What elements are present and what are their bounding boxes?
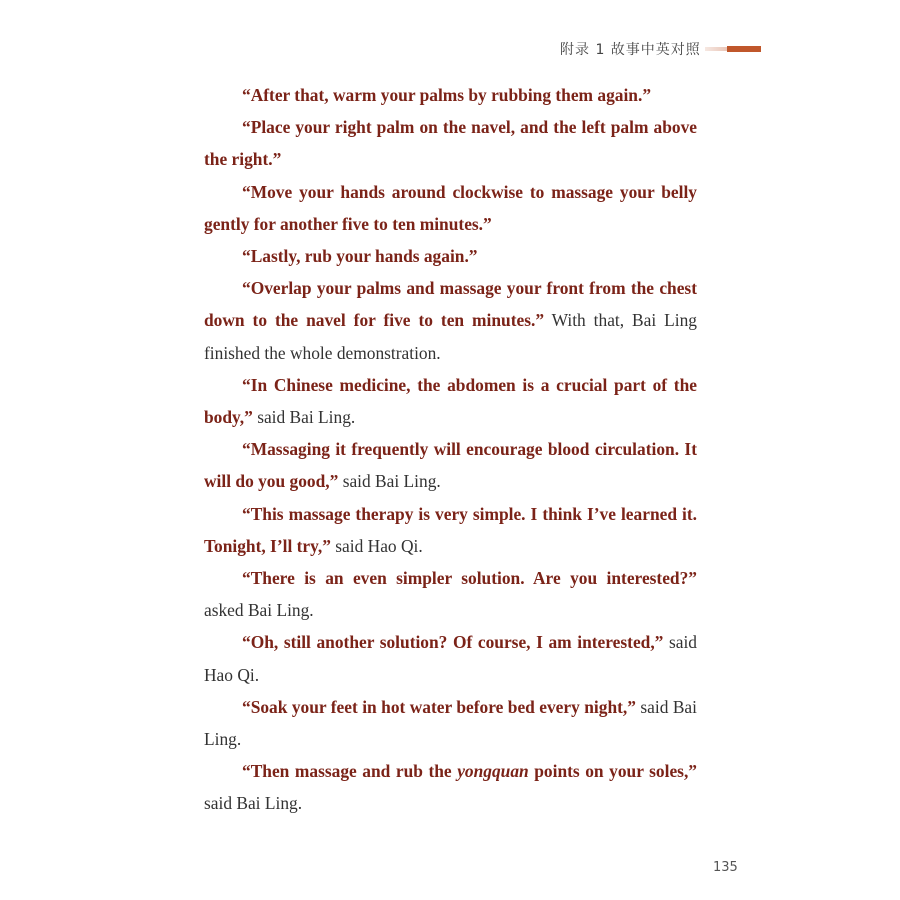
dialogue: “Lastly, rub your hands again.” [242, 246, 478, 267]
running-header [560, 38, 761, 60]
narration: said Bai Ling. [204, 696, 697, 750]
dialogue: “Place your right palm on the navel, and the left palm above the right.” [204, 117, 697, 170]
paragraph [204, 626, 697, 690]
dialogue: “After that, warm your palms by rubbing them again.” [242, 85, 652, 105]
narration: said Bai Ling. [342, 471, 441, 492]
paragraph [204, 79, 697, 111]
narration: said Bai Ling. [204, 793, 303, 814]
narration: said Hao Qi. [204, 632, 697, 685]
dialogue: “Oh, still another solution? Of course, I am interested,” [242, 632, 664, 653]
dialogue: “Massaging it frequently will encourage blood circulation. It will do you good,” [204, 439, 697, 492]
dialogue: “Overlap your palms and massage your front from the chest down to the navel for five to ten minutes.” [204, 278, 697, 331]
paragraph [204, 176, 697, 240]
narration: said Bai Ling. [257, 407, 356, 428]
running-title: 附录 1 故事中英对照 [560, 42, 701, 58]
story-text [204, 79, 697, 820]
narration: With that, Bai Ling finished the whole demonstration. [204, 310, 697, 363]
term-italic: yongquan [457, 761, 529, 782]
dialogue: “This massage therapy is very simple. I think I’ve learned it. Tonight, I’ll try,” [204, 503, 697, 556]
dialogue: “Move your hands around clockwise to massage your belly gently for another five to ten minutes.” [204, 181, 697, 234]
narration: said Hao Qi. [335, 535, 423, 556]
paragraph [204, 240, 697, 272]
paragraph [204, 369, 697, 433]
dialogue: “In Chinese medicine, the abdomen is a crucial part of the body,” [204, 374, 697, 428]
dialogue: “Soak your feet in hot water before bed every night,” [242, 696, 636, 717]
paragraph [204, 755, 697, 819]
paragraph [204, 562, 697, 626]
dialogue: “There is an even simpler solution. Are you interested?” [242, 568, 697, 589]
narration: asked Bai Ling. [204, 600, 314, 621]
paragraph [204, 111, 697, 175]
header-decoration-fade [705, 47, 727, 51]
paragraph [204, 433, 697, 497]
paragraph [204, 272, 697, 369]
paragraph [204, 691, 697, 755]
dialogue-part: “Then massage and rub the [242, 761, 452, 782]
paragraph [204, 498, 697, 562]
dialogue [242, 761, 697, 781]
page-number: 135 [713, 860, 738, 875]
dialogue-part: points on your soles,” [534, 761, 697, 782]
header-accent-bar [727, 46, 761, 52]
